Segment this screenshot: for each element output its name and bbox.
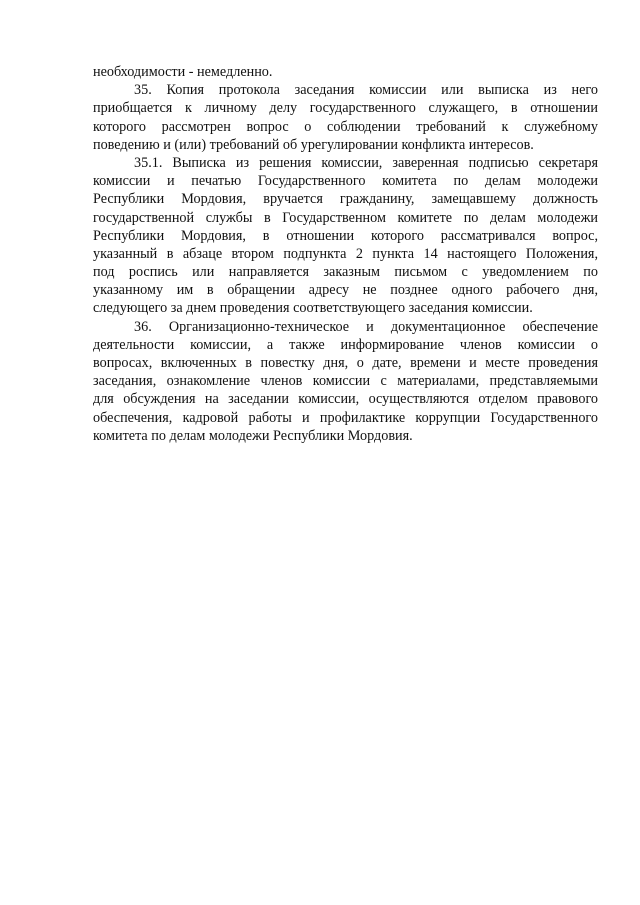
text-line: деятельности комиссии, а также информирование членов комиссии о [93, 336, 598, 353]
text-line: для обсуждения на заседании комиссии, осуществляются отделом правового [93, 391, 598, 408]
text-line: под роспись или направляется заказным письмом с уведомлением по [93, 264, 598, 281]
text-line: комитета по делам молодежи Республики Мордовия. [93, 427, 413, 444]
text-line: следующего за днем проведения соответствующего заседания комиссии. [93, 300, 533, 317]
text-line: комиссии и печатью Государственного комитета по делам молодежи [93, 173, 598, 190]
text-line: приобщается к личному делу государственного служащего, в отношении [93, 100, 598, 117]
text-line: которого рассмотрен вопрос о соблюдении требований к служебному [93, 118, 598, 135]
text-line: указанный в абзаце втором подпункта 2 пункта 14 настоящего Положения, [93, 245, 598, 262]
paragraph-35-first-line: 35. Копия протокола заседания комиссии или выписка из него [134, 82, 598, 99]
text-line: вопросах, включенных в повестку дня, о дате, времени и месте проведения [93, 355, 598, 371]
paragraph-36-first-line: 36. Организационно-техническое и документационное обеспечение [134, 318, 598, 335]
document-body [93, 63, 598, 445]
text-line: обеспечения, кадровой работы и профилактике коррупции Государственного [93, 409, 598, 426]
text-line: государственной службы в Государственном комитете по делам молодежи [93, 209, 598, 226]
text-line: Республики Мордовия, вручается гражданину, замещавшему должность [93, 191, 598, 208]
paragraph-35-1-first-line: 35.1. Выписка из решения комиссии, заверенная подписью секретаря [134, 154, 598, 171]
text-line: указанному им в обращении адресу не позднее одного рабочего дня, [93, 282, 598, 299]
text-line: необходимости - немедленно. [93, 64, 273, 80]
text-line: заседания, ознакомление членов комиссии с материалами, представляемыми [93, 373, 598, 390]
text-line: Республики Мордовия, в отношении которого рассматривался вопрос, [93, 227, 598, 244]
text-line: поведению и (или) требований об урегулировании конфликта интересов. [93, 136, 534, 153]
